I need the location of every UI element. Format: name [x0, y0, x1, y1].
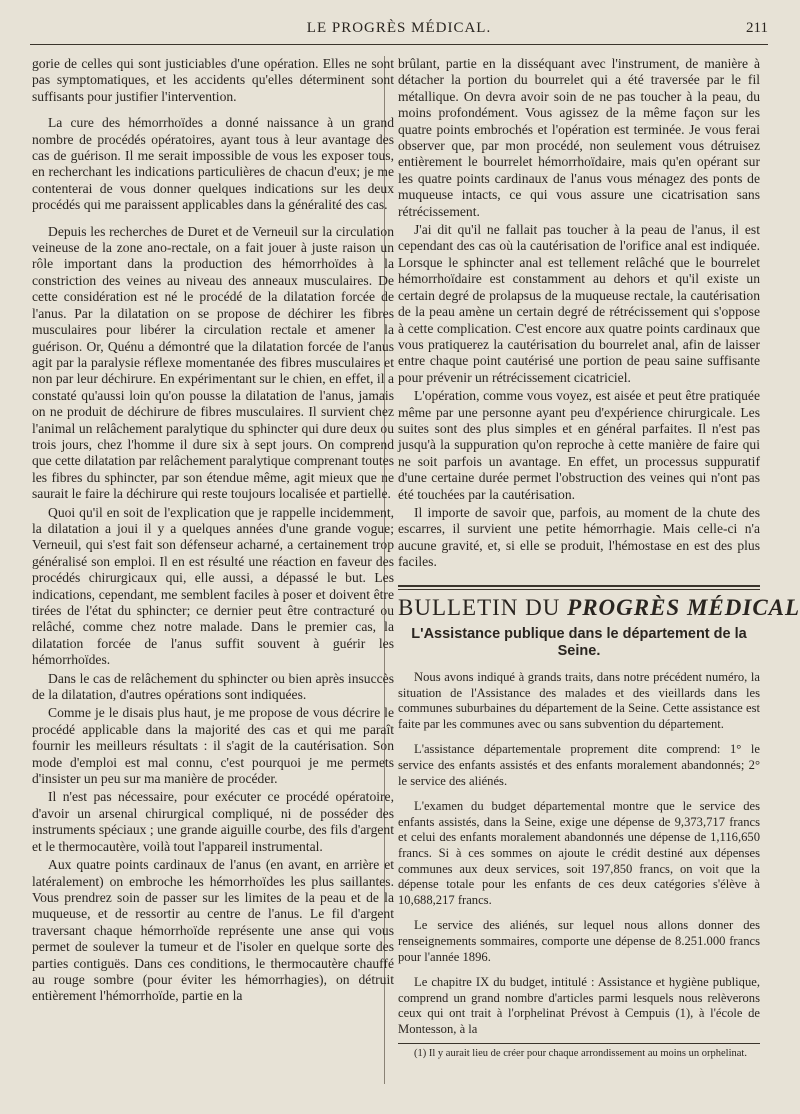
paragraph: L'opération, comme vous voyez, est aisée et peut être pratiquée même par une personne ayant peu d'expérience chirurgicale. Les suites sont des plus simples et en général parfaites. Il n'est pas jusqu'à la suppuration qu'on reproche à cette manière de faire qui ne soit parfois un avantage. En effet, un processus suppuratif d'une certaine durée permet l'obstruction des veines qui n'ont pas été touchées par la cautérisation. [398, 388, 760, 502]
paragraph: gorie de celles qui sont justiciables d'une opération. Elles ne sont pas symptomatiques, et les accidents qu'elles déterminent sont suffisants pour justifier l'intervention. [32, 56, 394, 104]
right-column [398, 56, 800, 1071]
article-title: L'Assistance publique dans le département de la Seine. [411, 626, 747, 659]
bulletin-journal-name: PROGRÈS MÉDICAL [567, 594, 800, 620]
footnote-rule [398, 1043, 760, 1044]
paragraph: brûlant, partie en la disséquant avec l'instrument, de manière à détacher la portion du bourrelet qui a été traversée par le fil métallique. On devra avoir soin de ne pas toucher à la peau, du moins profondément. Vous agissez de la même façon sur les quatre points embrochés et l'opération est terminée. Je vous ferai observer que, par mon procédé, non seulement vous détruisez entièrement le bourrelet hémorrhoïdaire, mais qu'en opérant sur les quatre points cardinaux de l'anus vous ménagez des ponts de muqueuse intacts, ce qui vous assure une cicatrisation sans rétrécissement. [398, 56, 760, 219]
running-header [30, 18, 768, 45]
paragraph: Le chapitre IX du budget, intitulé : Assistance et hygiène publique, comprend un grand nombre d'articles parmi lesquels nous relèverons ceux qui ont trait à l'orphelinat Prévost à Cempuis (1), à l'école de Montesson, à la [398, 975, 760, 1036]
paragraph: Depuis les recherches de Duret et de Verneuil sur la circulation veineuse de la zone ano-rectale, on a fait jouer à juste raison un rôle important dans la production des hémorrhoïdes à la constriction des veines au niveau des anneaux musculaires. De cette considération est né le procédé de la dilatation forcée de l'anus. Par la dilatation on se propose de déchirer les fibres musculaires pour libérer la circulation rectale et amener la guérison. Or, Quénu a démontré que la dilatation forcée de l'anus agit par la paralysie réflexe momentanée des fibres musculaires et non par leur déchirure. En expérimentant sur le chien, en effet, il a constaté qu'aussi loin qu'on pousse la dilatation de l'anus, jamais on ne produit de déchirure de fibres musculaires. Il survient chez l'animal un relâchement paralytique du sphincter qui dure deux ou trois jours, chez l'homme il dure six à sept jours. On comprend que cette dilatation par relâchement paralytique comprenant toutes les fibres du sphincter, par son étendue même, agit mieux que ne saurait le faire la déchirure qui reste toujours localisée et partielle. [32, 223, 394, 502]
bulletin-label: BULLETIN DU [398, 594, 561, 620]
page-number: 211 [746, 20, 768, 36]
paragraph: Quoi qu'il en soit de l'explication que je rappelle incidemment, la dilatation a joui il y a quelques années d'une grande vogue; Verneuil, qui s'est fait son défenseur acharné, a certainement trop généralisé son emploi. Il en est résulté une réaction en faveur des procédés chirurgicaux qui, elle aussi, a dépassé le but. Les indications, cependant, me semblent faciles à poser et doivent être tirées de l'état du sphincter; ce dernier peut être contracturé ou relâché, comme chez notre malade. Dans le premier cas, la dilatation forcée de l'anus suffit souvent à guérir les hémorrhoïdes. [32, 504, 394, 668]
journal-title: LE PROGRÈS MÉDICAL. [306, 20, 492, 36]
paragraph: L'assistance départementale proprement dite comprend: 1° le service des enfants assistés et des enfants moralement abandonnés; 2° le service des aliénés. [398, 742, 760, 788]
article-body [398, 670, 760, 1037]
bulletin-heading [398, 594, 800, 620]
paragraph: J'ai dit qu'il ne fallait pas toucher à la peau de l'anus, il est cependant des cas où la cautérisation de l'orifice anal est indiquée. Lorsque le sphincter anal est tellement relâché que le bourrelet hémorrhoïdaire est constamment au dehors et qu'il existe un certain degré de prolapsus de la muqueuse rectale, la cautérisation de la peau amène un certain degré de rétrécissement qui s'oppose à cette complication. C'est encore aux quatre points cardinaux que vous pratiquerez la cautérisation du bourrelet anal, afin de laisser entre chaque point cautérisé une portion de peau saine suffisante pour prévenir un rétrécissement cicatriciel. [398, 222, 760, 385]
paragraph: Nous avons indiqué à grands traits, dans notre précédent numéro, la situation de l'Assistance des malades et des vieillards dans les communes suburbaines du département de la Seine. Cette assistance est faite par les communes avec ou sans subvention du département. [398, 670, 760, 731]
paragraph: Le service des aliénés, sur lequel nous allons donner des renseignements sommaires, comporte une dépense de 8.251.000 francs pour l'année 1896. [398, 918, 760, 964]
left-column [32, 56, 394, 1007]
paragraph: Il n'est pas nécessaire, pour exécuter ce procédé opératoire, d'avoir un arsenal chirurgical compliqué, ni de posséder des instruments spéciaux ; une grande aiguille courbe, des fils d'argent et le thermocautère, voilà tout l'appareil instrumental. [32, 789, 394, 854]
paragraph: Comme je le disais plus haut, je me propose de vous décrire le procédé applicable dans la majorité des cas et qui me paraît fournir les meilleurs résultats : il s'agit de la cautérisation. Son mode d'emploi est mal connu, c'est pourquoi je me permets d'insister un peu sur ma manière de procéder. [32, 705, 394, 787]
footnote: (1) Il y aurait lieu de créer pour chaque arrondissement au moins un orphelinat. [414, 1048, 747, 1060]
paragraph: Aux quatre points cardinaux de l'anus (en avant, en arrière et latéralement) on embroche les hémorrhoïdes les plus saillantes. Vous prendrez soin de passer sur les limites de la peau et de la muqueuse, et de ressortir au centre de l'anus. Le fil d'argent traversant chaque hémorrhoïde représente une anse qui vous permet de soulever la tumeur et de l'isoler en quelque sorte des parties contiguës. Dans ces conditions, le thermocautère chauffé au rouge sombre (pour éviter les hémorrhagies), on détruit entièrement l'hémorrhoïde, partie en la [32, 857, 394, 1004]
paragraph: La cure des hémorrhoïdes a donné naissance à un grand nombre de procédés opératoires, ayant tous à leur avantage des cas de guérison. Il me serait impossible de vous les exposer tous, en recherchant les indications particulières de chacun d'eux; je me contenterai de vous donner quelques indications sur les deux procédés qui me paraissent applicables dans la généralité des cas. [32, 115, 394, 213]
paragraph: Dans le cas de relâchement du sphincter ou bien après insuccès de la dilatation, d'autres opérations sont indiquées. [32, 670, 394, 703]
paragraph: Il importe de savoir que, parfois, au moment de la chute des escarres, il survient une petite hémorrhagie. Mais celle-ci n'a aucune gravité, et, si elle se produit, l'hémostase en est des plus faciles. [398, 504, 760, 570]
paragraph: L'examen du budget départemental montre que le service des enfants assistés, dans la Seine, exige une dépense de 9,373,717 francs et celui des enfants moralement abandonnés une dépense de 1,116,650 francs. Si à ces sommes on ajoute le crédit destiné aux dépenses communes aux deux services, soit 197,850 francs, on voit que la dépense totale pour les enfants de ces deux catégories s'élève à 10,688,217 francs. [398, 799, 760, 907]
bulletin-rule [398, 585, 760, 590]
